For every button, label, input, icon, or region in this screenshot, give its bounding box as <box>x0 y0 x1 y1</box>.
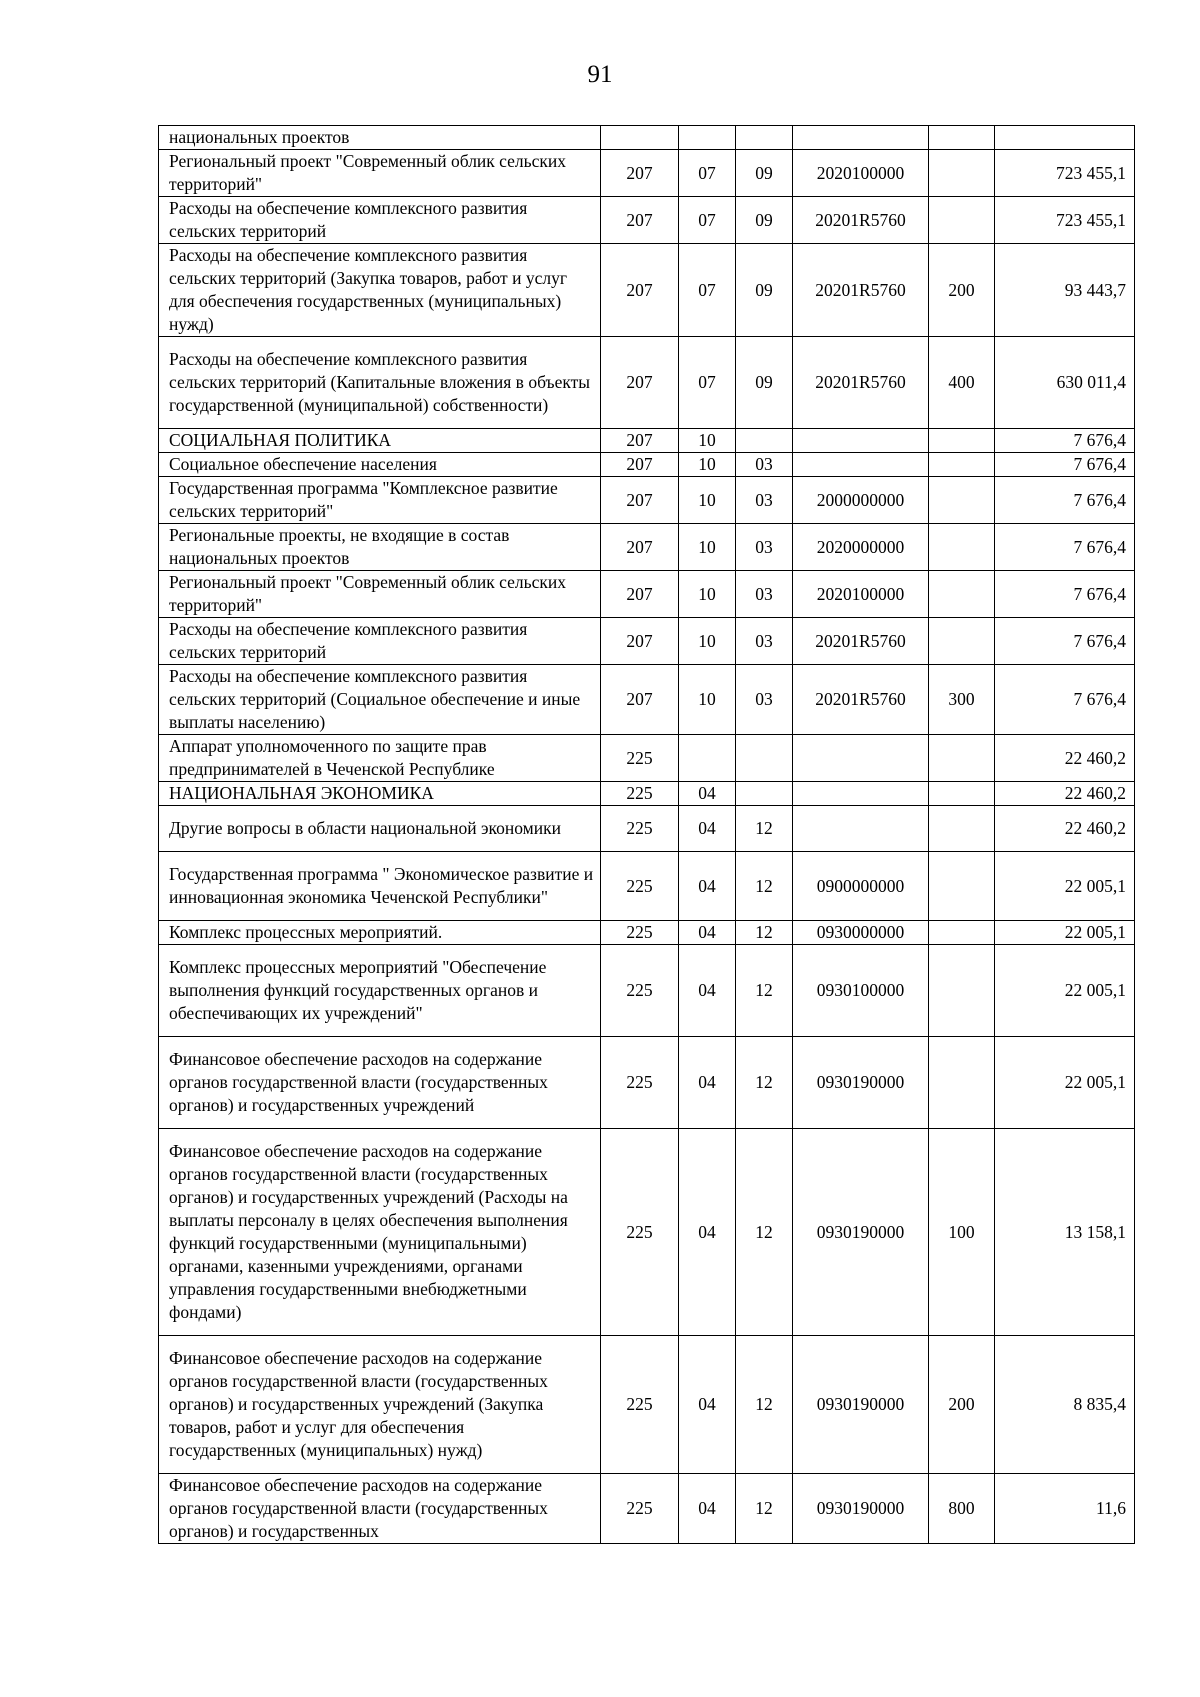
table-row <box>159 735 1135 782</box>
cell-subsection-code: 03 <box>736 453 793 477</box>
cell-amount: 7 676,4 <box>995 429 1135 453</box>
cell-name: Аппарат уполномоченного по защите прав предпринимателей в Чеченской Республике <box>159 735 601 782</box>
table-row <box>159 945 1135 1037</box>
cell-name: национальных проектов <box>159 126 601 150</box>
cell-amount: 11,6 <box>995 1474 1135 1544</box>
cell-ministry-code: 207 <box>601 477 679 524</box>
cell-expense-type <box>929 524 995 571</box>
cell-amount: 7 676,4 <box>995 665 1135 735</box>
cell-expense-type <box>929 618 995 665</box>
cell-subsection-code: 03 <box>736 665 793 735</box>
cell-target-article: 2020100000 <box>793 150 929 197</box>
cell-section-code <box>679 126 736 150</box>
table-row <box>159 1336 1135 1474</box>
cell-target-article <box>793 429 929 453</box>
cell-amount: 22 005,1 <box>995 1037 1135 1129</box>
cell-subsection-code: 12 <box>736 1474 793 1544</box>
cell-name: Финансовое обеспечение расходов на содержание органов государственной власти (государственных органов) и государственных учреждений (Закупка товаров, работ и услуг для обеспечения государственных (муниципальных) нужд) <box>159 1336 601 1474</box>
cell-target-article: 0930000000 <box>793 921 929 945</box>
cell-subsection-code: 03 <box>736 524 793 571</box>
cell-expense-type <box>929 945 995 1037</box>
cell-ministry-code: 207 <box>601 337 679 429</box>
cell-expense-type: 300 <box>929 665 995 735</box>
cell-expense-type <box>929 453 995 477</box>
cell-target-article: 2020100000 <box>793 571 929 618</box>
cell-section-code: 10 <box>679 571 736 618</box>
cell-ministry-code: 207 <box>601 197 679 244</box>
cell-subsection-code <box>736 735 793 782</box>
cell-subsection-code: 12 <box>736 1037 793 1129</box>
table-row <box>159 337 1135 429</box>
cell-amount: 7 676,4 <box>995 453 1135 477</box>
table-row <box>159 618 1135 665</box>
cell-expense-type: 400 <box>929 337 995 429</box>
cell-section-code: 10 <box>679 453 736 477</box>
cell-ministry-code: 207 <box>601 150 679 197</box>
cell-ministry-code: 207 <box>601 524 679 571</box>
table-row <box>159 150 1135 197</box>
cell-name: Государственная программа " Экономическое развитие и инновационная экономика Чеченской Республики" <box>159 852 601 921</box>
table-row <box>159 126 1135 150</box>
cell-ministry-code <box>601 126 679 150</box>
cell-subsection-code: 09 <box>736 197 793 244</box>
cell-section-code <box>679 735 736 782</box>
cell-target-article: 20201R5760 <box>793 665 929 735</box>
cell-target-article: 20201R5760 <box>793 337 929 429</box>
cell-name: Расходы на обеспечение комплексного развития сельских территорий (Капитальные вложения в объекты государственной (муниципальной) собственности) <box>159 337 601 429</box>
cell-name: СОЦИАЛЬНАЯ ПОЛИТИКА <box>159 429 601 453</box>
cell-subsection-code: 12 <box>736 921 793 945</box>
table-row <box>159 782 1135 806</box>
cell-expense-type <box>929 150 995 197</box>
cell-name: Комплекс процессных мероприятий "Обеспечение выполнения функций государственных органов и обеспечивающих их учреждений" <box>159 945 601 1037</box>
cell-ministry-code: 207 <box>601 618 679 665</box>
cell-expense-type <box>929 921 995 945</box>
cell-amount: 22 005,1 <box>995 945 1135 1037</box>
cell-subsection-code: 09 <box>736 150 793 197</box>
cell-name: НАЦИОНАЛЬНАЯ ЭКОНОМИКА <box>159 782 601 806</box>
cell-amount: 723 455,1 <box>995 150 1135 197</box>
cell-amount: 7 676,4 <box>995 477 1135 524</box>
table-row <box>159 921 1135 945</box>
cell-ministry-code: 225 <box>601 1474 679 1544</box>
cell-target-article: 0900000000 <box>793 852 929 921</box>
cell-target-article: 0930190000 <box>793 1474 929 1544</box>
cell-name: Региональный проект "Современный облик сельских территорий" <box>159 571 601 618</box>
table-row <box>159 1474 1135 1544</box>
cell-expense-type <box>929 735 995 782</box>
cell-expense-type: 200 <box>929 1336 995 1474</box>
table-row <box>159 665 1135 735</box>
table-row <box>159 197 1135 244</box>
cell-target-article <box>793 453 929 477</box>
cell-subsection-code: 03 <box>736 618 793 665</box>
cell-ministry-code: 225 <box>601 1037 679 1129</box>
cell-target-article <box>793 806 929 852</box>
cell-ministry-code: 225 <box>601 782 679 806</box>
cell-amount <box>995 126 1135 150</box>
cell-ministry-code: 207 <box>601 244 679 337</box>
cell-target-article: 0930100000 <box>793 945 929 1037</box>
cell-name: Финансовое обеспечение расходов на содержание органов государственной власти (государственных органов) и государственных учреждений <box>159 1037 601 1129</box>
table-row <box>159 477 1135 524</box>
cell-ministry-code: 225 <box>601 921 679 945</box>
cell-ministry-code: 225 <box>601 1129 679 1336</box>
table-row <box>159 806 1135 852</box>
cell-amount: 22 460,2 <box>995 735 1135 782</box>
table-row <box>159 429 1135 453</box>
cell-expense-type: 800 <box>929 1474 995 1544</box>
cell-section-code: 10 <box>679 665 736 735</box>
cell-amount: 723 455,1 <box>995 197 1135 244</box>
cell-target-article <box>793 126 929 150</box>
budget-table <box>158 125 1135 1544</box>
cell-target-article: 2000000000 <box>793 477 929 524</box>
cell-name: Региональные проекты, не входящие в состав национальных проектов <box>159 524 601 571</box>
cell-subsection-code <box>736 126 793 150</box>
table-body <box>159 126 1135 1544</box>
cell-name: Социальное обеспечение населения <box>159 453 601 477</box>
cell-subsection-code: 09 <box>736 244 793 337</box>
cell-target-article: 20201R5760 <box>793 244 929 337</box>
cell-name: Финансовое обеспечение расходов на содержание органов государственной власти (государственных органов) и государственных учреждений (Расходы на выплаты персоналу в целях обеспечения выполнения функций государственными (муниципальными) органами, казенными учреждениями, органами управления государственными внебюджетными фондами) <box>159 1129 601 1336</box>
cell-section-code: 04 <box>679 945 736 1037</box>
cell-name: Расходы на обеспечение комплексного развития сельских территорий <box>159 197 601 244</box>
cell-ministry-code: 207 <box>601 429 679 453</box>
cell-expense-type <box>929 852 995 921</box>
cell-amount: 22 460,2 <box>995 782 1135 806</box>
cell-expense-type <box>929 429 995 453</box>
cell-name: Финансовое обеспечение расходов на содержание органов государственной власти (государственных органов) и государственных <box>159 1474 601 1544</box>
cell-expense-type: 200 <box>929 244 995 337</box>
cell-section-code: 04 <box>679 1336 736 1474</box>
table-row <box>159 571 1135 618</box>
table-row <box>159 1037 1135 1129</box>
cell-name: Расходы на обеспечение комплексного развития сельских территорий <box>159 618 601 665</box>
cell-amount: 22 005,1 <box>995 921 1135 945</box>
cell-target-article: 2020000000 <box>793 524 929 571</box>
page-number: 91 <box>587 61 613 88</box>
cell-name: Другие вопросы в области национальной экономики <box>159 806 601 852</box>
cell-section-code: 04 <box>679 1474 736 1544</box>
cell-section-code: 07 <box>679 150 736 197</box>
cell-ministry-code: 225 <box>601 945 679 1037</box>
cell-target-article: 0930190000 <box>793 1129 929 1336</box>
cell-name: Расходы на обеспечение комплексного развития сельских территорий (Закупка товаров, работ и услуг для обеспечения государственных (муниципальных) нужд) <box>159 244 601 337</box>
cell-amount: 93 443,7 <box>995 244 1135 337</box>
cell-amount: 22 005,1 <box>995 852 1135 921</box>
cell-subsection-code: 12 <box>736 1129 793 1336</box>
cell-subsection-code <box>736 782 793 806</box>
cell-amount: 7 676,4 <box>995 524 1135 571</box>
cell-expense-type <box>929 806 995 852</box>
cell-section-code: 10 <box>679 477 736 524</box>
cell-subsection-code: 09 <box>736 337 793 429</box>
cell-name: Региональный проект "Современный облик сельских территорий" <box>159 150 601 197</box>
cell-expense-type <box>929 126 995 150</box>
cell-target-article: 20201R5760 <box>793 618 929 665</box>
cell-amount: 7 676,4 <box>995 618 1135 665</box>
cell-expense-type <box>929 477 995 524</box>
cell-section-code: 07 <box>679 244 736 337</box>
table-row <box>159 244 1135 337</box>
cell-section-code: 04 <box>679 1129 736 1336</box>
cell-target-article: 0930190000 <box>793 1037 929 1129</box>
cell-ministry-code: 225 <box>601 806 679 852</box>
cell-subsection-code: 12 <box>736 806 793 852</box>
cell-expense-type <box>929 1037 995 1129</box>
cell-target-article <box>793 735 929 782</box>
cell-subsection-code: 12 <box>736 945 793 1037</box>
cell-section-code: 10 <box>679 524 736 571</box>
cell-subsection-code <box>736 429 793 453</box>
cell-section-code: 04 <box>679 806 736 852</box>
cell-section-code: 04 <box>679 921 736 945</box>
cell-ministry-code: 207 <box>601 665 679 735</box>
cell-subsection-code: 03 <box>736 571 793 618</box>
cell-ministry-code: 207 <box>601 453 679 477</box>
cell-subsection-code: 12 <box>736 852 793 921</box>
cell-amount: 7 676,4 <box>995 571 1135 618</box>
cell-section-code: 10 <box>679 429 736 453</box>
table-row <box>159 1129 1135 1336</box>
cell-section-code: 04 <box>679 1037 736 1129</box>
table-row <box>159 453 1135 477</box>
cell-name: Комплекс процессных мероприятий. <box>159 921 601 945</box>
cell-target-article: 20201R5760 <box>793 197 929 244</box>
cell-target-article <box>793 782 929 806</box>
cell-expense-type: 100 <box>929 1129 995 1336</box>
cell-target-article: 0930190000 <box>793 1336 929 1474</box>
cell-expense-type <box>929 197 995 244</box>
cell-section-code: 04 <box>679 782 736 806</box>
cell-ministry-code: 225 <box>601 852 679 921</box>
cell-expense-type <box>929 782 995 806</box>
cell-section-code: 07 <box>679 337 736 429</box>
cell-amount: 13 158,1 <box>995 1129 1135 1336</box>
cell-ministry-code: 207 <box>601 571 679 618</box>
cell-ministry-code: 225 <box>601 735 679 782</box>
cell-name: Расходы на обеспечение комплексного развития сельских территорий (Социальное обеспечение и иные выплаты населению) <box>159 665 601 735</box>
cell-ministry-code: 225 <box>601 1336 679 1474</box>
cell-subsection-code: 12 <box>736 1336 793 1474</box>
cell-section-code: 10 <box>679 618 736 665</box>
cell-amount: 8 835,4 <box>995 1336 1135 1474</box>
cell-expense-type <box>929 571 995 618</box>
cell-name: Государственная программа "Комплексное развитие сельских территорий" <box>159 477 601 524</box>
table-row <box>159 852 1135 921</box>
cell-subsection-code: 03 <box>736 477 793 524</box>
cell-section-code: 04 <box>679 852 736 921</box>
cell-amount: 22 460,2 <box>995 806 1135 852</box>
cell-section-code: 07 <box>679 197 736 244</box>
cell-amount: 630 011,4 <box>995 337 1135 429</box>
table-row <box>159 524 1135 571</box>
